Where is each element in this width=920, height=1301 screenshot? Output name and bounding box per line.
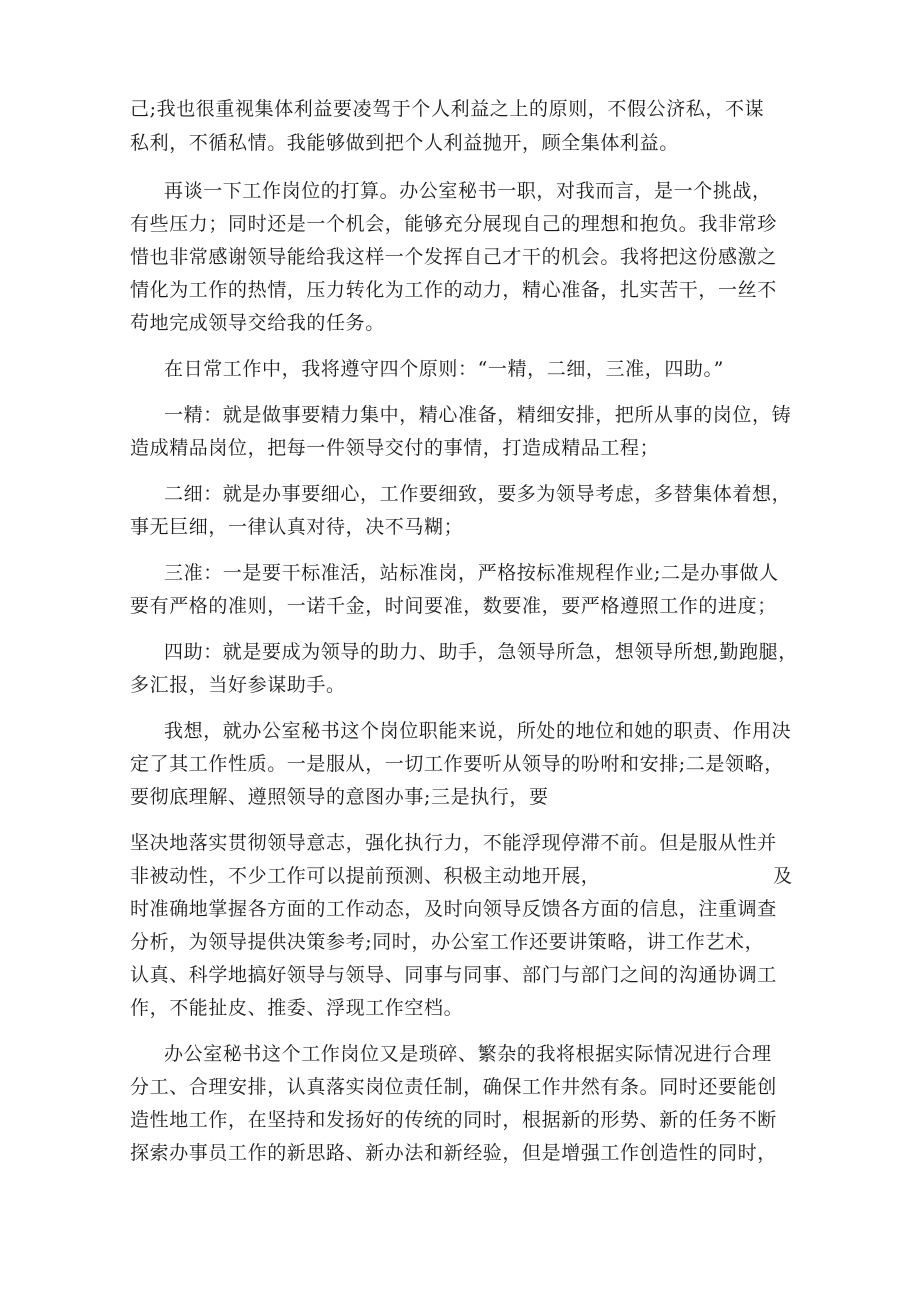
paragraph-line: 私利，不循私情。我能够做到把个人利益抛开，顾全集体利益。 (130, 132, 679, 154)
paragraph-line: 坚决地落实贯彻领导意志，强化执行力，不能浮现停滞不前。但是服从性并 (130, 832, 777, 854)
paragraph-line: 四助：就是要成为领导的助力、助手，急领导所急，想领导所想,勤跑腿， (164, 641, 798, 663)
paragraph-line: 我想，就办公室秘书这个岗位职能来说，所处的地位和她的职责、作用决 (164, 720, 792, 742)
paragraph-line: 再谈一下工作岗位的打算。办公室秘书一职，对我而言，是一个挑战， (164, 180, 772, 202)
paragraph-line: 多汇报，当好参谋助手。 (130, 674, 346, 696)
paragraph-line: 情化为工作的热情，压力转化为工作的动力，精心准备，扎实苦干，一丝不 (130, 279, 777, 301)
paragraph-line: 探索办事员工作的新思路、新办法和新经验，但是增强工作创造性的同时， (130, 1142, 777, 1164)
paragraph-line: 要有严格的准则，一诺千金，时间要准，数要准，要严格遵照工作的进度； (130, 595, 777, 617)
paragraph-line: 造性地工作，在坚持和发扬好的传统的同时，根据新的形势、新的任务不断 (130, 1109, 777, 1131)
paragraph-line: 事无巨细，一律认真对待，决不马糊； (130, 516, 464, 538)
paragraph-line: 分析，为领导提供决策参考;同时，办公室工作还要讲策略，讲工作艺术， (130, 931, 765, 953)
paragraph-line: 有些压力；同时还是一个机会，能够充分展现自己的理想和抱负。我非常珍 (130, 213, 777, 235)
paragraph-line: 分工、合理安排，认真落实岗位责任制，确保工作井然有条。同时还要能创 (130, 1076, 777, 1098)
paragraph-line: 作，不能扯皮、推委、浮现工作空档。 (130, 997, 464, 1019)
paragraph-line: 在日常工作中，我将遵守四个原则：“一精，二细，三准，四助。” (164, 358, 724, 380)
paragraph-line: 三准：一是要干标准活，站标准岗，严格按标准规程作业;二是办事做人 (164, 562, 779, 584)
paragraph-line: 一精：就是做事要精力集中，精心准备，精细安排，把所从事的岗位，铸 (164, 404, 792, 426)
paragraph-line: 认真、科学地搞好领导与领导、同事与同事、部门与部门之间的沟通协调工 (130, 964, 777, 986)
paragraph-line: 要彻底理解、遵照领导的意图办事;三是执行，要 (130, 786, 549, 808)
paragraph-line: 惜也非常感谢领导能给我这样一个发挥自己才干的机会。我将把这份感激之 (130, 246, 777, 268)
paragraph-line: 苟地完成领导交给我的任务。 (130, 312, 385, 334)
paragraph-line: 非被动性，不少工作可以提前预测、积极主动地开展， 及 (130, 865, 793, 887)
paragraph-line: 己;我也很重视集体利益要凌驾于个人利益之上的原则，不假公济私，不谋 (130, 98, 765, 120)
paragraph-line: 时准确地掌握各方面的工作动态，及时向领导反馈各方面的信息，注重调查 (130, 898, 777, 920)
paragraph-line: 二细：就是办事要细心，工作要细致，要多为领导考虑，多替集体着想， (164, 483, 792, 505)
paragraph-line: 造成精品岗位，把每一件领导交付的事情，打造成精品工程； (130, 437, 660, 459)
paragraph-line: 办公室秘书这个工作岗位又是琐碎、繁杂的我将根据实际情况进行合理 (164, 1043, 772, 1065)
paragraph-line: 定了其工作性质。一是服从，一切工作要听从领导的吩咐和安排;二是领略， (130, 753, 784, 775)
